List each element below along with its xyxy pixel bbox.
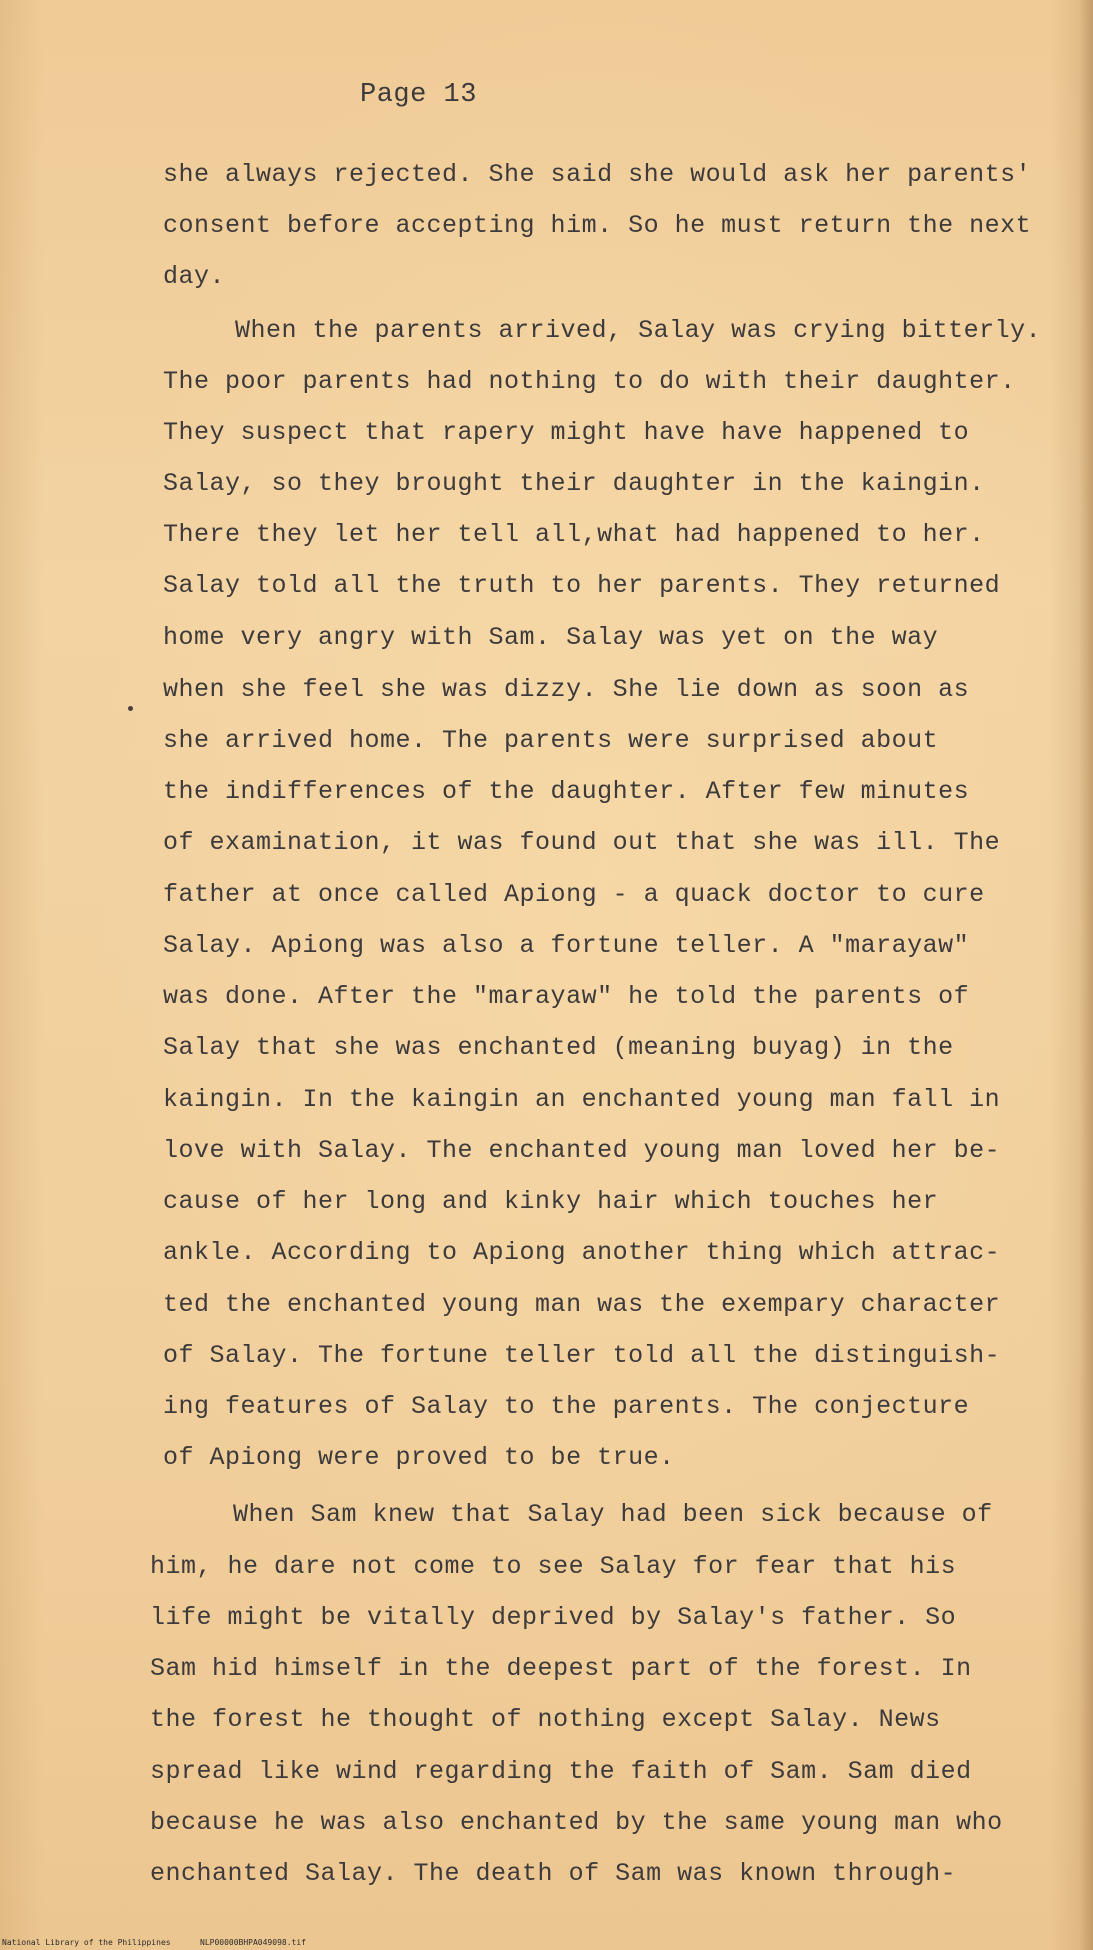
text-line: enchanted Salay. The death of Sam was known through-	[150, 1859, 957, 1888]
text-line: home very angry with Sam. Salay was yet on the way	[163, 623, 939, 652]
text-line: the indifferences of the daughter. After few minutes	[163, 777, 970, 806]
text-line: Salay told all the truth to her parents. They returned	[163, 571, 1001, 600]
text-line: They suspect that rapery might have have happened to	[163, 418, 970, 447]
text-line: ing features of Salay to the parents. The conjecture	[163, 1392, 970, 1421]
text-line: life might be vitally deprived by Salay's father. So	[150, 1603, 957, 1632]
text-line: she always rejected. She said she would ask her parents'	[163, 160, 1032, 189]
text-line: when she feel she was dizzy. She lie down as soon as	[163, 675, 970, 704]
text-line: him, he dare not come to see Salay for fear that his	[150, 1552, 957, 1581]
text-line: There they let her tell all,what had happened to her.	[163, 520, 985, 549]
page-edge-shadow	[1079, 0, 1093, 1950]
text-line: father at once called Apiong - a quack doctor to cure	[163, 880, 985, 909]
text-line: When the parents arrived, Salay was crying bitterly.	[235, 316, 1042, 345]
ink-speck	[128, 706, 133, 711]
text-line: day.	[163, 262, 226, 291]
footer-file-id: NLP00000BHPA049098.tif	[200, 1938, 306, 1947]
text-line: When Sam knew that Salay had been sick because of	[233, 1500, 993, 1529]
text-line: was done. After the "marayaw" he told the parents of	[163, 982, 970, 1011]
text-line: Salay that she was enchanted (meaning buyag) in the	[163, 1033, 954, 1062]
text-line: Salay. Apiong was also a fortune teller. A "marayaw"	[163, 931, 970, 960]
text-line: because he was also enchanted by the same young man who	[150, 1808, 1003, 1837]
text-line: cause of her long and kinky hair which touches her	[163, 1187, 939, 1216]
text-line: Sam hid himself in the deepest part of the forest. In	[150, 1654, 972, 1683]
text-line: the forest he thought of nothing except Salay. News	[150, 1705, 941, 1734]
footer-library: National Library of the Philippines	[2, 1938, 171, 1947]
text-line: she arrived home. The parents were surprised about	[163, 726, 939, 755]
text-line: of examination, it was found out that she was ill. The	[163, 828, 1001, 857]
text-line: The poor parents had nothing to do with their daughter.	[163, 367, 1016, 396]
text-line: ted the enchanted young man was the exempary character	[163, 1290, 1001, 1319]
text-line: ankle. According to Apiong another thing which attrac-	[163, 1238, 1001, 1267]
text-line: consent before accepting him. So he must return the next	[163, 211, 1032, 240]
page-number: Page 13	[360, 80, 477, 110]
text-line: Salay, so they brought their daughter in the kaingin.	[163, 469, 985, 498]
text-line: kaingin. In the kaingin an enchanted young man fall in	[163, 1085, 1001, 1114]
text-line: of Apiong were proved to be true.	[163, 1443, 675, 1472]
scan-footer	[0, 1938, 1093, 1950]
text-line: love with Salay. The enchanted young man loved her be-	[163, 1136, 1001, 1165]
text-line: spread like wind regarding the faith of Sam. Sam died	[150, 1757, 972, 1786]
text-line: of Salay. The fortune teller told all the distinguish-	[163, 1341, 1001, 1370]
